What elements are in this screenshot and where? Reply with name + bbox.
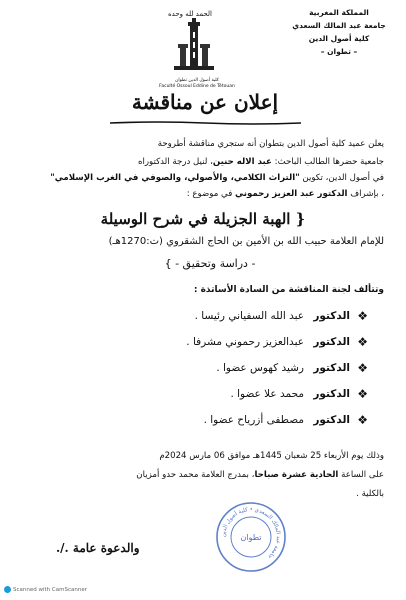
official-stamp-icon xyxy=(214,500,288,574)
svg-text:تطوان: تطوان xyxy=(240,533,262,542)
member-title: الدكتور xyxy=(313,336,350,348)
bullet-icon: ❖ xyxy=(357,335,368,349)
bullet-icon: ❖ xyxy=(357,413,368,427)
member-title: الدكتور xyxy=(313,310,350,322)
body-line-3-text: في أصول الدين، تكوين xyxy=(299,173,384,183)
committee-member xyxy=(100,335,368,349)
title-underline xyxy=(108,120,303,126)
member-title: الدكتور xyxy=(313,362,350,374)
university-name: جامعة عبد المالك السعدي xyxy=(292,21,386,30)
logo-caption xyxy=(156,78,238,90)
schedule-date: وذلك يوم الأربعاء 25 شعبان 1445هـ موافق 06 مارس 2024م xyxy=(159,451,384,461)
page-title: إعلان عن مناقشة xyxy=(131,90,279,114)
thesis-title: { الهبة الجزيلة في شرح الوسيلة xyxy=(100,210,306,228)
member-title: الدكتور xyxy=(313,388,350,400)
basmala: الحمد لله وحده xyxy=(167,10,213,18)
schedule-time-place xyxy=(18,469,384,482)
member-name: محمد علا عضوا . xyxy=(230,388,305,400)
program-name: "التراث الكلامي، والأصولي، والصوفي في الغرب الإسلامي" xyxy=(50,173,300,183)
committee-member xyxy=(100,413,368,427)
member-name: عبدالعزيز رحموني مشرفا . xyxy=(186,336,305,348)
committee-heading: وتتألف لجنة المناقشة من السادة الأساتذة : xyxy=(193,285,384,295)
body-line-4-text: ، بإشراف xyxy=(347,189,384,199)
member-title: الدكتور xyxy=(313,414,350,426)
kingdom-name: المملكة المغربية xyxy=(309,8,369,17)
closing-note: والدعوة عامة ./. xyxy=(56,541,140,555)
body-line-4 xyxy=(24,188,384,201)
camscanner-icon xyxy=(4,586,11,593)
committee-member xyxy=(100,387,368,401)
schedule-venue: ، بمدرج العلامة محمد حدو أمزيان xyxy=(136,470,255,480)
logo-caption-ar: كلية أصول الدين تطوان xyxy=(175,78,219,83)
committee-member xyxy=(100,309,368,323)
body-line-3 xyxy=(24,172,384,185)
member-name: عبد الله السفياني رئيسا . xyxy=(194,310,305,322)
thesis-author: للإمام العلامة حبيب الله بن الأمين بن الحاج الشقروي (ت:1270هـ) xyxy=(108,236,384,247)
bullet-icon: ❖ xyxy=(357,309,368,323)
faculty-name: كلية أصول الدين xyxy=(308,34,370,43)
svg-text:جامعة عبد المالك السعدي • كلية: جامعة عبد المالك السعدي • كلية أصول الدين xyxy=(220,506,282,560)
logo-caption-fr: Faculté Ossoul Eddine de Tétouan xyxy=(159,84,235,89)
thesis-study-type: - دراسة وتحقيق - } xyxy=(164,257,256,270)
faculty-logo-icon xyxy=(164,18,224,80)
institution-header xyxy=(284,6,394,58)
candidate-name: عبد الاله حنين xyxy=(212,157,272,167)
supervisor-name: الدكتور عبد العزيز رحموني xyxy=(235,189,348,199)
body-line-2-text: جامعية حضرها الطالب الباحث: xyxy=(271,157,384,167)
committee-member xyxy=(100,361,368,375)
body-line-2-tail: ، لنيل درجة الدكتوراه xyxy=(138,157,213,167)
body-line-2 xyxy=(24,156,384,169)
schedule-location: بالكلية . xyxy=(356,489,384,499)
member-name: رشيد كهوس عضوا . xyxy=(216,362,305,374)
bullet-icon: ❖ xyxy=(357,361,368,375)
scanner-watermark xyxy=(4,586,87,593)
body-line-4-tail: في موضوع : xyxy=(186,189,236,199)
scanner-label: Scanned with CamScanner xyxy=(13,587,87,593)
schedule-time: الحادية عشرة صباحا xyxy=(254,470,339,480)
member-name: مصطفى أزرياح عضوا . xyxy=(203,414,305,426)
city-name: – تطوان – xyxy=(320,47,358,56)
body-line-1: يعلن عميد كلية أصول الدين بتطوان أنه ستجري مناقشة أطروحة xyxy=(157,139,384,149)
schedule-time-prefix: على الساعة xyxy=(338,470,384,480)
bullet-icon: ❖ xyxy=(357,387,368,401)
